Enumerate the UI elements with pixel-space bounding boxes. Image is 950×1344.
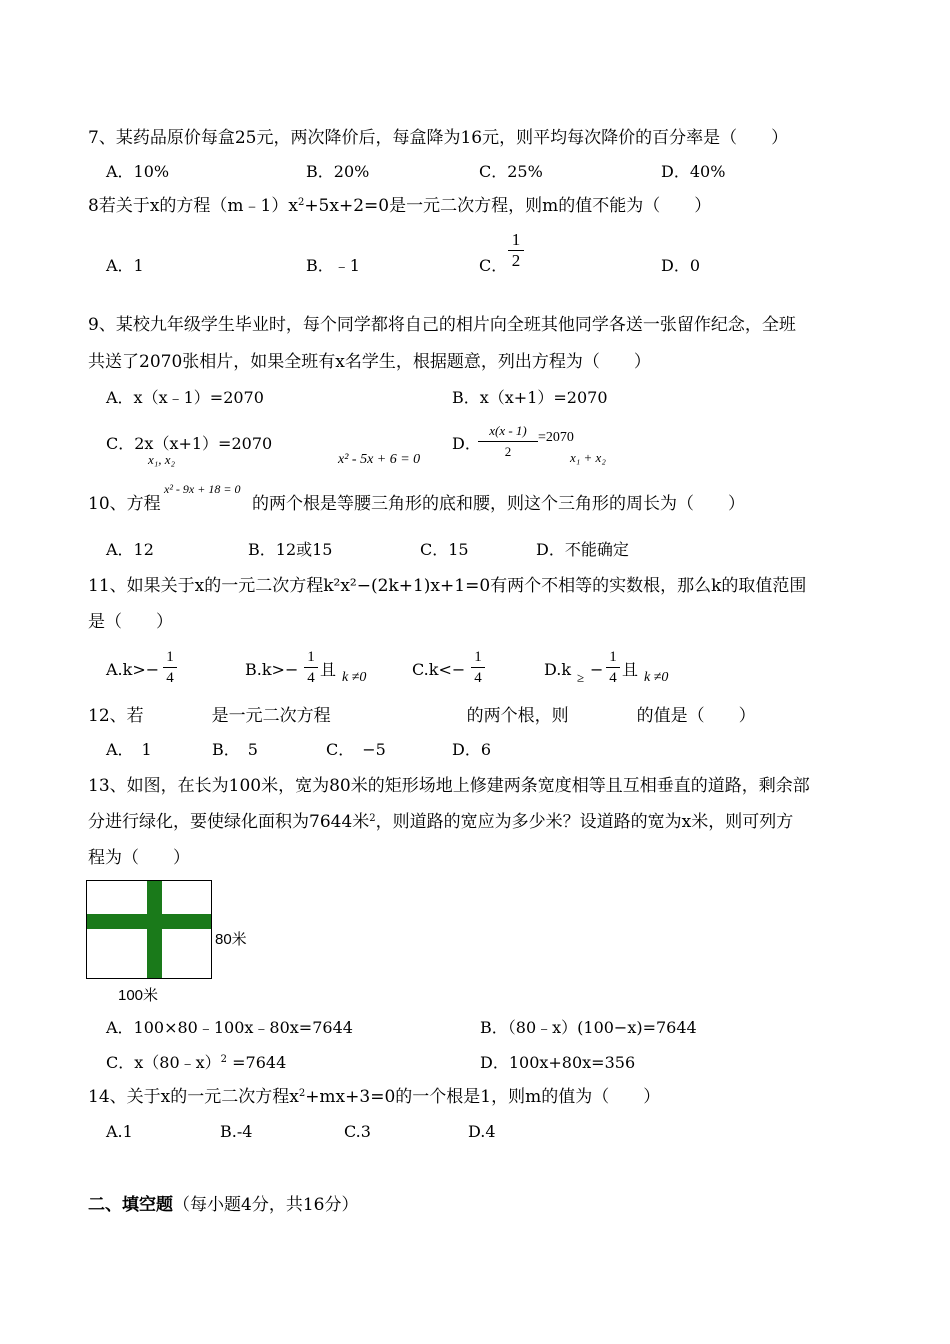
q9-stem-line2: 共送了2070张相片，如果全班有x名学生，根据题意，列出方程为（ ） xyxy=(88,352,651,372)
q8-frac-den: 2 xyxy=(511,251,521,270)
q14-option-c: C.3 xyxy=(344,1122,371,1141)
q11-c-num: 1 xyxy=(474,649,482,665)
q9-option-d-fraction xyxy=(478,422,538,461)
q8-frac-num: 1 xyxy=(511,230,521,249)
q10-option-c: C．15 xyxy=(420,540,469,559)
q9-stray-x1-plus-x2: x₁ + x₂ xyxy=(570,450,606,465)
q9-frac-num: x(x - 1) xyxy=(489,423,527,438)
q13-line2-sup: 2 xyxy=(369,813,376,824)
q10-post: 的两个根是等腰三角形的底和腰，则这个三角形的周长为（ ） xyxy=(252,494,745,514)
q11-option-d-and: 且 xyxy=(622,660,639,679)
q9-stray-equation: x² - 5x + 6 = 0 xyxy=(338,452,421,467)
q11-option-a-fraction xyxy=(163,648,177,687)
q7-option-b: B．20% xyxy=(306,162,370,181)
q13-stem-line2 xyxy=(88,812,793,832)
q11-option-c-fraction xyxy=(471,648,485,687)
q14-stem xyxy=(88,1087,660,1107)
q13-line2-pre: 分进行绿化，要使绿化面积为7644米 xyxy=(88,812,370,832)
q11-c-den: 4 xyxy=(474,670,482,686)
q11-b-num: 1 xyxy=(307,649,315,665)
q11-option-b-and: 且 xyxy=(320,660,337,679)
q10-equation: x² - 9x + 18 = 0 xyxy=(164,482,241,496)
q8-stem-pre: 8若关于x的方程（m﹣1）x xyxy=(88,196,298,216)
q12-option-c: C． −5 xyxy=(326,740,386,759)
q10-option-d: D．不能确定 xyxy=(536,540,629,559)
q11-option-d-fraction xyxy=(606,648,620,687)
q11-option-b-fraction xyxy=(304,648,318,687)
q8-stem xyxy=(88,196,711,216)
q13-c-post: =7644 xyxy=(227,1053,287,1072)
q8-option-b: B．﹣1 xyxy=(306,256,360,275)
q11-stem-line1: 11、如果关于x的一元二次方程k²x²−(2k+1)x+1=0有两个不相等的实数根，那么k的取值范围 xyxy=(88,576,807,596)
q8-stem-sup: 2 xyxy=(297,197,305,208)
q7-option-a: A．10% xyxy=(106,162,170,181)
q8-option-a: A．1 xyxy=(106,256,144,275)
q11-stem-line2: 是（ ） xyxy=(88,612,173,632)
q13-c-sup: 2 xyxy=(220,1054,228,1065)
q8-stem-post: +5x+2=0是一元二次方程，则m的值不能为（ ） xyxy=(304,196,712,216)
q14-option-a: A.1 xyxy=(106,1122,133,1141)
q13-stem-line1: 13、如图，在长为100米，宽为80米的矩形场地上修建两条宽度相等且互相垂直的道路，剩余部 xyxy=(88,776,810,796)
q13-height-label: 80米 xyxy=(215,931,247,948)
q11-option-a: A.k>− xyxy=(106,660,160,679)
q13-c-pre: C．x（80﹣x） xyxy=(106,1053,221,1072)
q13-line2-post: ，则道路的宽应为多少米？设道路的宽为x米，则可列方 xyxy=(375,812,794,832)
q13-stem-line3: 程为（ ） xyxy=(88,848,190,868)
q13-option-b: B．（80﹣x）(100−x)=7644 xyxy=(480,1018,697,1037)
q7-stem: 7、某药品原价每盒25元，两次降价后，每盒降为16元，则平均每次降价的百分率是（ ） xyxy=(88,128,789,148)
q9-option-c: C．2x（x+1）=2070 xyxy=(106,434,273,453)
q11-a-num: 1 xyxy=(166,649,174,665)
q11-b-den: 4 xyxy=(307,670,315,686)
q10-pre: 10、方程 xyxy=(88,494,161,514)
q9-stem-line1: 9、某校九年级学生毕业时，每个同学都将自己的相片向全班其他同学各送一张留作纪念，全班 xyxy=(88,315,796,335)
section2-note: （每小题4分，共16分） xyxy=(173,1195,359,1215)
q12-option-b: B． 5 xyxy=(212,740,258,759)
q12-option-a: A． 1 xyxy=(106,740,152,759)
q12-stem: 12、若 是一元二次方程 的两个根，则 的值是（ ） xyxy=(88,706,756,726)
q11-d-den: 4 xyxy=(609,670,617,686)
q12-option-d: D．6 xyxy=(452,740,492,759)
q14-stem-post: +mx+3=0的一个根是1，则m的值为（ ） xyxy=(305,1087,661,1107)
q10-option-b: B．12或15 xyxy=(248,540,333,559)
section2-heading xyxy=(88,1190,358,1215)
q11-option-b: B.k>− xyxy=(245,660,299,679)
q9-option-d-rhs: =2070 xyxy=(538,430,574,445)
q13-width-label: 100米 xyxy=(118,987,159,1004)
q14-option-b: B.-4 xyxy=(220,1122,253,1141)
q11-option-d-ge: ≥ xyxy=(577,670,585,685)
q14-stem-pre: 14、关于x的一元二次方程x xyxy=(88,1087,299,1107)
q9-option-d-prefix: D． xyxy=(452,434,481,453)
q9-option-b: B．x（x+1）=2070 xyxy=(452,388,608,407)
q13-option-c xyxy=(106,1053,286,1073)
q9-stray-x1x2: x₁, x₂ xyxy=(148,452,176,467)
q7-option-d: D．40% xyxy=(661,162,726,181)
section2-title: 二、填空题 xyxy=(88,1195,173,1215)
q11-option-d: D.k xyxy=(544,660,572,679)
q13-option-a: A．100×80﹣100x﹣80x=7644 xyxy=(106,1018,353,1037)
q11-option-d-minus: − xyxy=(590,660,604,679)
q8-option-c-fraction xyxy=(508,231,524,270)
q14-option-d: D.4 xyxy=(468,1122,496,1141)
q9-frac-den: 2 xyxy=(504,444,512,459)
q7-option-c: C．25% xyxy=(479,162,543,181)
vertical-road xyxy=(147,881,162,978)
q11-option-b-k-ne: k ≠0 xyxy=(342,670,367,685)
q9-option-a: A．x（x﹣1）=2070 xyxy=(106,388,264,407)
q11-option-d-k-ne: k ≠0 xyxy=(644,670,669,685)
q10-option-a: A．12 xyxy=(106,540,154,559)
q11-option-c: C.k<− xyxy=(412,660,466,679)
q8-option-c-prefix: C． xyxy=(479,256,508,275)
q14-stem-sup: 2 xyxy=(298,1088,306,1099)
q8-option-d: D．0 xyxy=(661,256,701,275)
q11-a-den: 4 xyxy=(166,670,174,686)
q13-option-d: D．100x+80x=356 xyxy=(480,1053,636,1072)
q11-d-num: 1 xyxy=(609,649,617,665)
